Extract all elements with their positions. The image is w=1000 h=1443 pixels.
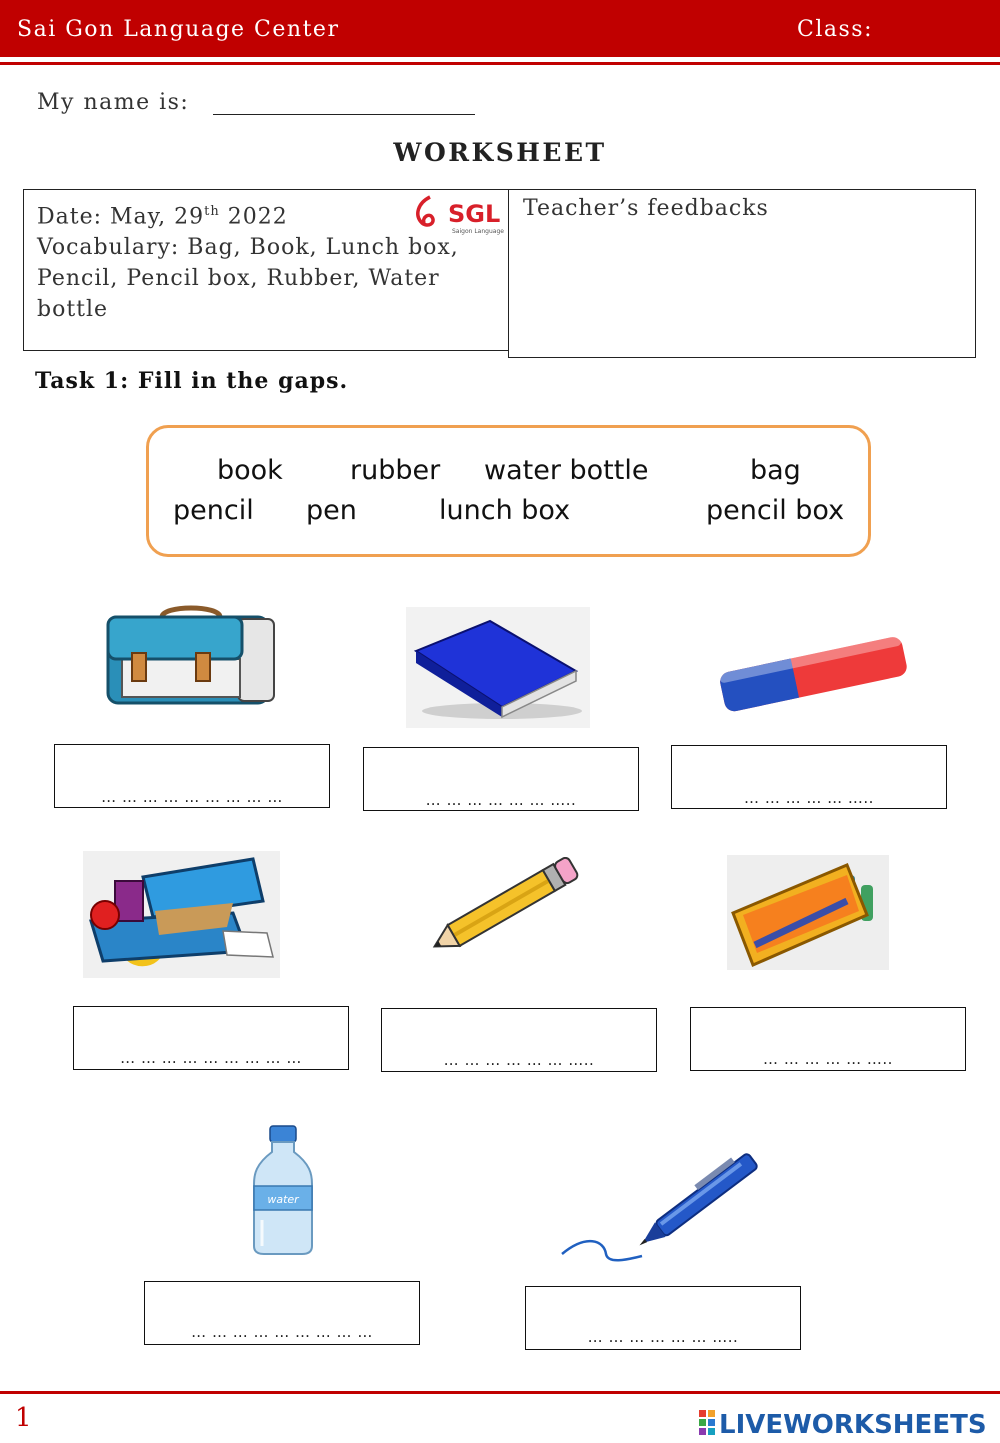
logo-subtext: Saigon Language — [452, 228, 504, 235]
worksheet-title: WORKSHEET — [393, 138, 607, 167]
answer-dots: … … … … … … ….. — [425, 791, 577, 809]
word-pen: pen — [306, 495, 357, 526]
word-bank — [146, 425, 871, 557]
rubber-icon — [714, 624, 914, 719]
word-pencil-box: pencil box — [706, 495, 845, 526]
task1-title: Task 1: Fill in the gaps. — [35, 368, 349, 394]
answer-dots: … … … … … … … … … — [101, 788, 283, 806]
word-pencil: pencil — [173, 495, 254, 526]
pencil-box-icon — [727, 855, 889, 970]
pen-icon — [556, 1136, 786, 1272]
answer-dots: … … … … … … ….. — [587, 1328, 739, 1346]
book-icon — [406, 607, 590, 728]
word-lunch-box: lunch box — [439, 495, 571, 526]
vocab-line-3: bottle — [37, 297, 109, 323]
answer-dots: … … … … … … ….. — [443, 1051, 595, 1069]
name-label: My name is: — [37, 90, 190, 115]
answer-dots: … … … … … … … … … — [191, 1323, 373, 1341]
center-name: Sai Gon Language Center — [17, 17, 340, 42]
name-input-line[interactable] — [213, 114, 475, 115]
school-bag-icon — [100, 603, 282, 711]
vocab-line-1: Vocabulary: Bag, Book, Lunch box, — [37, 235, 459, 261]
logo-text: SGL — [448, 200, 501, 228]
page-number: 1 — [15, 1403, 32, 1433]
date-line: Date: May, 29th 2022 — [37, 204, 288, 230]
pencil-icon — [418, 857, 588, 957]
answer-dots: … … … … … … … … … — [120, 1049, 302, 1067]
liveworksheets-text: LIVEWORKSHEETS — [719, 1410, 987, 1438]
feedback-label: Teacher’s feedbacks — [523, 196, 769, 221]
answer-dots: … … … … … ….. — [763, 1050, 893, 1068]
word-rubber: rubber — [350, 455, 441, 486]
answer-dots: … … … … … ….. — [744, 789, 874, 807]
class-label: Class: — [797, 17, 873, 42]
word-book: book — [217, 455, 283, 486]
liveworksheets-logo[interactable] — [697, 1404, 997, 1438]
header-divider — [0, 62, 1000, 65]
sgl-logo — [412, 193, 509, 237]
svg-text:water: water — [267, 1193, 299, 1206]
vocab-line-2: Pencil, Pencil box, Rubber, Water — [37, 266, 440, 292]
word-water-bottle: water bottle — [484, 455, 649, 486]
word-bag: bag — [750, 455, 801, 486]
water-bottle-icon — [248, 1124, 318, 1256]
lunch-box-icon — [83, 851, 280, 978]
footer-divider — [0, 1391, 1000, 1394]
